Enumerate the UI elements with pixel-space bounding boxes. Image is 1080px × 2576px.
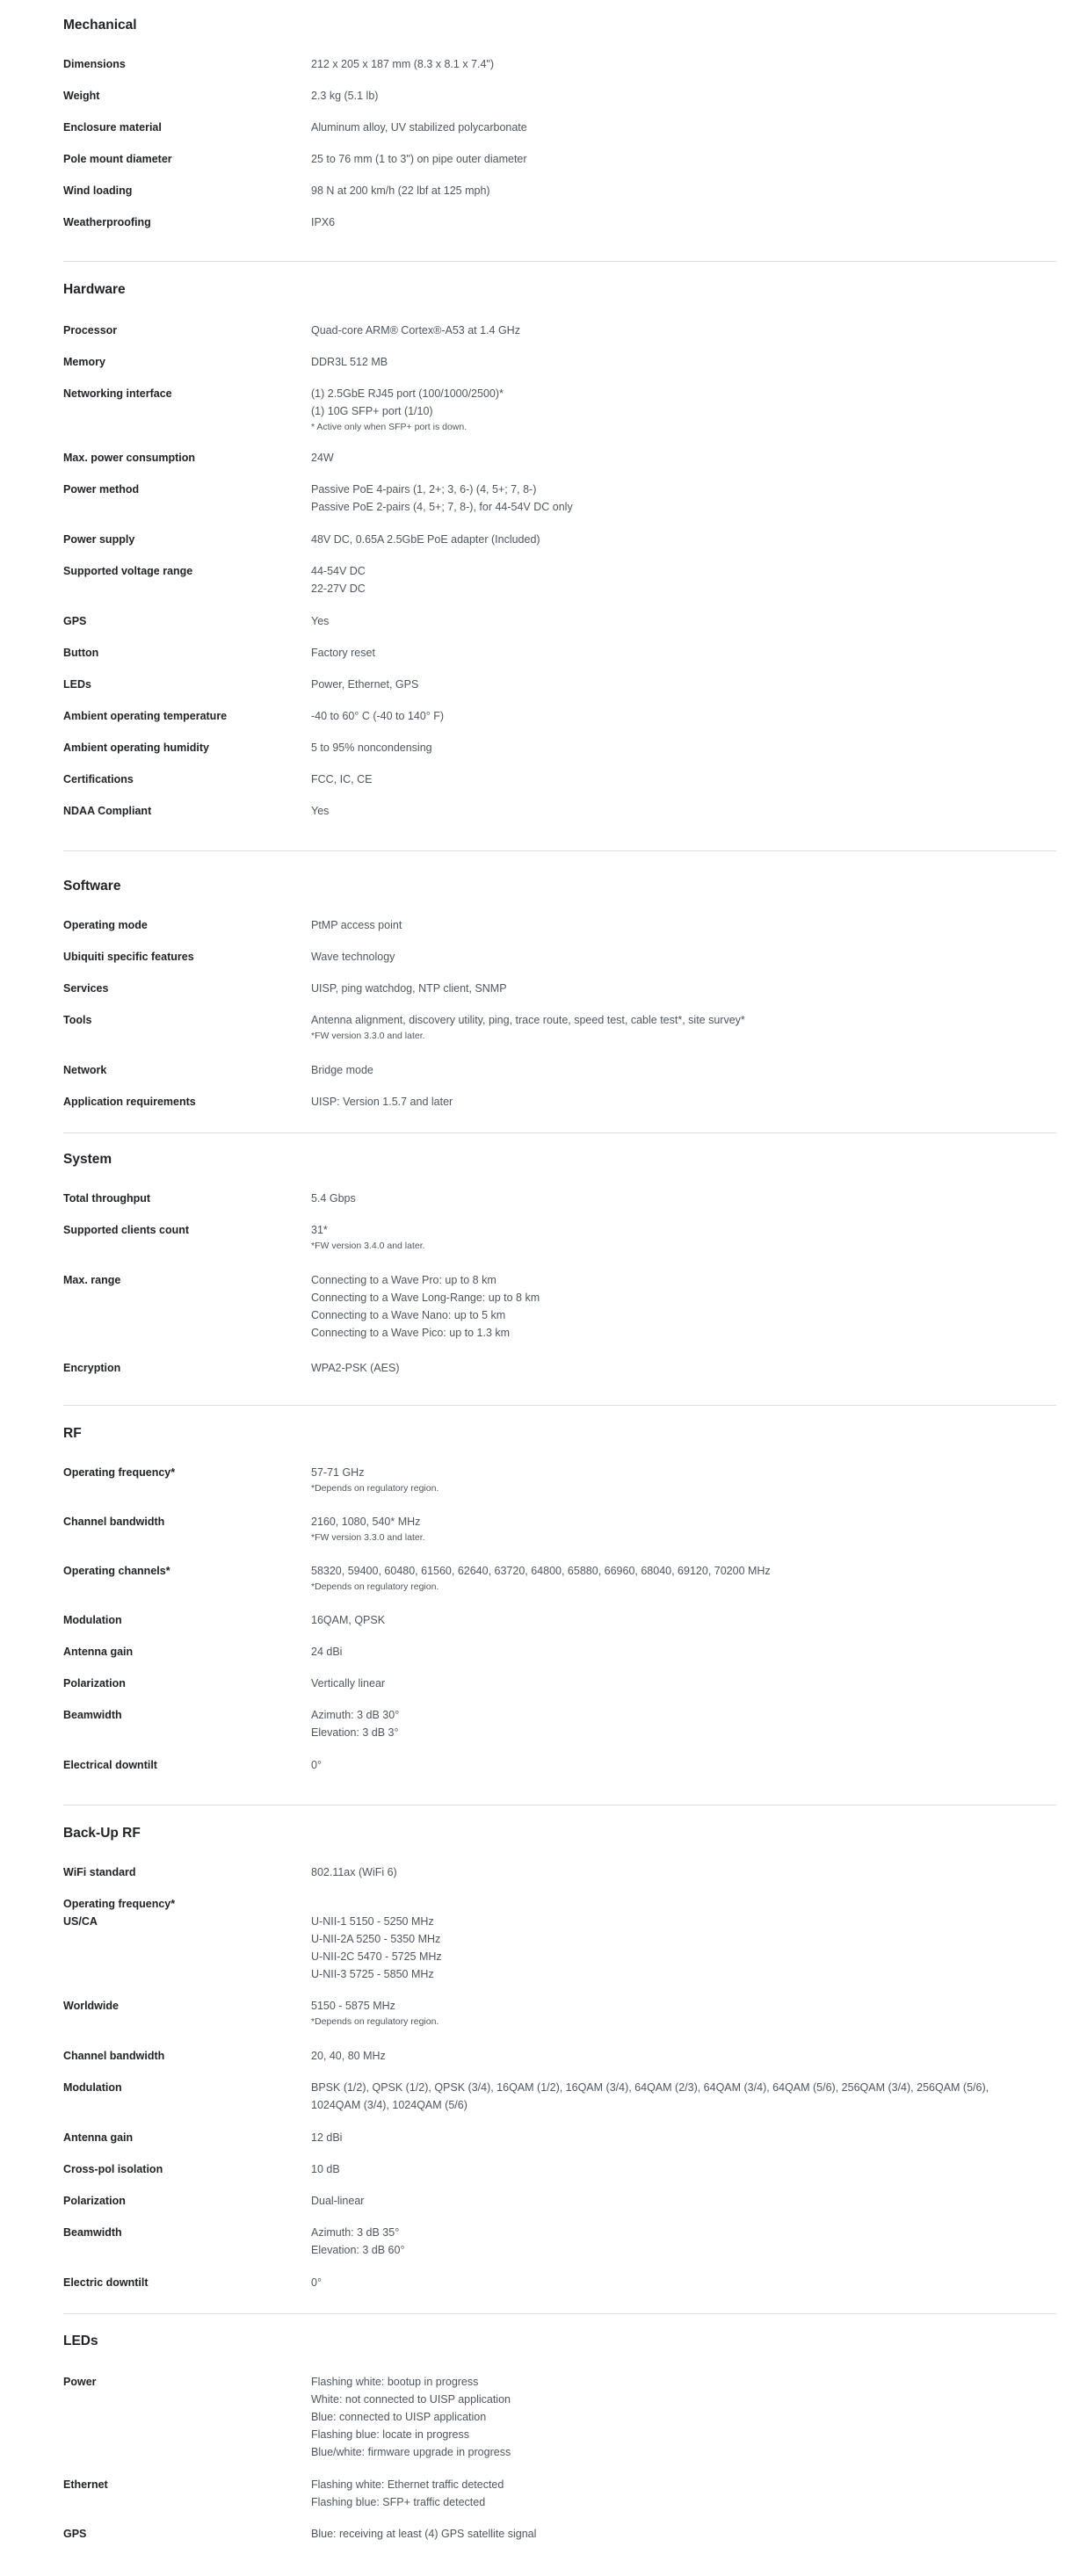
spec-values — [311, 676, 1056, 693]
spec-label-text: Modulation — [63, 2081, 122, 2094]
spec-values — [311, 1093, 1056, 1111]
spec-label — [63, 2079, 311, 2096]
spec-value: U-NII-2A 5250 - 5350 MHz — [311, 1933, 441, 1945]
spec-value: Antenna alignment, discovery utility, ping, trace route, speed test, cable test*, site survey* — [311, 1014, 745, 1026]
spec-row — [63, 1562, 1056, 1594]
spec-value: Flashing blue: SFP+ traffic detected — [311, 2496, 486, 2508]
spec-label — [63, 150, 311, 168]
spec-value: Azimuth: 3 dB 30° — [311, 1709, 400, 1721]
section-divider — [63, 2313, 1056, 2314]
spec-label — [63, 449, 311, 467]
spec-row — [63, 55, 1056, 73]
spec-label-text: Dimensions — [63, 58, 126, 70]
section-title: Software — [63, 879, 121, 894]
spec-value: 22-27V DC — [311, 582, 366, 595]
spec-label — [63, 562, 311, 580]
spec-value: Connecting to a Wave Long-Range: up to 8 km — [311, 1292, 540, 1304]
spec-label — [63, 55, 311, 73]
spec-row — [63, 916, 1056, 934]
spec-label — [63, 1675, 311, 1692]
spec-label-text: Processor — [63, 324, 118, 336]
spec-row — [63, 980, 1056, 997]
spec-value: Elevation: 3 dB 3° — [311, 1726, 399, 1739]
spec-values — [311, 449, 1056, 467]
spec-label-text: Ethernet — [63, 2478, 108, 2491]
spec-label — [63, 612, 311, 630]
spec-label-text: Polarization — [63, 1677, 126, 1690]
spec-label-text: Channel bandwidth — [63, 1516, 165, 1528]
spec-values — [311, 802, 1056, 820]
spec-label — [63, 1756, 311, 1774]
spec-label-text: Beamwidth — [63, 1709, 122, 1721]
spec-value: Blue: receiving at least (4) GPS satellite signal — [311, 2528, 537, 2540]
spec-label-text: Operating channels* — [63, 1565, 170, 1577]
spec-value: -40 to 60° C (-40 to 140° F) — [311, 710, 445, 722]
spec-value: 44-54V DC — [311, 565, 366, 577]
spec-values — [311, 150, 1056, 168]
spec-row — [63, 1611, 1056, 1629]
spec-values — [311, 1997, 1056, 2029]
spec-label-text: Operating frequency* — [63, 1898, 176, 1910]
spec-label — [63, 1061, 311, 1079]
spec-label-text: Networking interface — [63, 387, 172, 400]
spec-value: 12 dBi — [311, 2131, 343, 2144]
spec-row — [63, 353, 1056, 371]
spec-label — [63, 1359, 311, 1377]
spec-values — [311, 612, 1056, 630]
spec-label — [63, 1093, 311, 1111]
spec-label-text: Ambient operating temperature — [63, 710, 228, 722]
spec-footnote: *Depends on regulatory region. — [311, 1581, 439, 1592]
spec-value: Yes — [311, 615, 330, 627]
spec-value: 10 dB — [311, 2163, 340, 2175]
spec-value: Dual-linear — [311, 2195, 365, 2207]
spec-value: 5.4 Gbps — [311, 1192, 356, 1205]
spec-label — [63, 1895, 311, 1930]
spec-value: Azimuth: 3 dB 35° — [311, 2226, 400, 2239]
spec-label — [63, 2274, 311, 2291]
spec-label-text: Supported clients count — [63, 1224, 190, 1236]
spec-label-text: Weight — [63, 90, 100, 102]
section-title: Hardware — [63, 282, 126, 297]
spec-label — [63, 1611, 311, 1629]
spec-values — [311, 1895, 1056, 1983]
spec-value: Elevation: 3 dB 60° — [311, 2244, 405, 2256]
spec-values — [311, 1706, 1056, 1741]
spec-values — [311, 1611, 1056, 1629]
spec-row — [63, 449, 1056, 467]
spec-value: White: not connected to UISP application — [311, 2393, 511, 2406]
spec-row — [63, 2224, 1056, 2259]
spec-row — [63, 213, 1056, 231]
spec-footnote: *Depends on regulatory region. — [311, 2016, 439, 2027]
spec-values — [311, 2373, 1056, 2461]
spec-label-text: Power — [63, 2376, 97, 2388]
spec-value: 24W — [311, 452, 334, 464]
spec-value: 2160, 1080, 540* MHz — [311, 1516, 421, 1528]
spec-value: WPA2-PSK (AES) — [311, 1362, 400, 1374]
spec-label-text: Ubiquiti specific features — [63, 951, 194, 963]
spec-label-text: Power method — [63, 483, 140, 496]
spec-value: U-NII-3 5725 - 5850 MHz — [311, 1968, 434, 1980]
spec-values — [311, 1675, 1056, 1692]
spec-values — [311, 2160, 1056, 2178]
spec-label-text: Max. range — [63, 1274, 121, 1286]
spec-label — [63, 1464, 311, 1481]
spec-footnote: *Depends on regulatory region. — [311, 1483, 439, 1494]
spec-value: 0° — [311, 1759, 322, 1771]
spec-label-text: Total throughput — [63, 1192, 151, 1205]
spec-label — [63, 2160, 311, 2178]
spec-label-text: NDAA Compliant — [63, 805, 152, 817]
spec-value: Aluminum alloy, UV stabilized polycarbonate — [311, 121, 527, 134]
spec-values — [311, 771, 1056, 788]
spec-label — [63, 771, 311, 788]
spec-label-text: Channel bandwidth — [63, 2050, 165, 2062]
spec-label-text: Polarization — [63, 2195, 126, 2207]
spec-row — [63, 1863, 1056, 1881]
spec-value: 20, 40, 80 MHz — [311, 2050, 386, 2062]
spec-footnote: *FW version 3.4.0 and later. — [311, 1241, 425, 1251]
spec-row — [63, 1093, 1056, 1111]
spec-label-text: Tools — [63, 1014, 92, 1026]
spec-label-text: Beamwidth — [63, 2226, 122, 2239]
spec-value: 24 dBi — [311, 1646, 343, 1658]
spec-values — [311, 644, 1056, 662]
spec-row — [63, 707, 1056, 725]
spec-label-text: Cross-pol isolation — [63, 2163, 163, 2175]
spec-value: 5 to 95% noncondensing — [311, 742, 432, 754]
spec-values — [311, 1061, 1056, 1079]
spec-label-text: Network — [63, 1064, 107, 1076]
spec-row — [63, 2047, 1056, 2065]
spec-value: (1) 2.5GbE RJ45 port (100/1000/2500)* — [311, 387, 504, 400]
spec-row — [63, 562, 1056, 597]
spec-value: 2.3 kg (5.1 lb) — [311, 90, 379, 102]
spec-label-text: GPS — [63, 2528, 87, 2540]
spec-label-text: GPS — [63, 615, 87, 627]
spec-label-text: Certifications — [63, 773, 134, 785]
spec-values — [311, 1643, 1056, 1661]
spec-row — [63, 2525, 1056, 2543]
spec-values — [311, 481, 1056, 516]
spec-value: Passive PoE 4-pairs (1, 2+; 3, 6-) (4, 5+; 7, 8-) — [311, 483, 537, 496]
spec-value: BPSK (1/2), QPSK (1/2), QPSK (3/4), 16QAM (1/2), 16QAM (3/4), 64QAM (2/3), 64QAM (3/4), 64QAM (5/6), 256QAM (3/4), 256QAM (5/6), — [311, 2081, 989, 2094]
spec-label — [63, 182, 311, 199]
section-divider — [63, 1405, 1056, 1406]
spec-values — [311, 182, 1056, 199]
spec-row — [63, 531, 1056, 548]
section-divider — [63, 850, 1056, 851]
spec-values — [311, 562, 1056, 597]
spec-value: 16QAM, QPSK — [311, 1614, 386, 1626]
spec-values — [311, 2129, 1056, 2146]
spec-label — [63, 1011, 311, 1029]
spec-value: Connecting to a Wave Pico: up to 1.3 km — [311, 1327, 511, 1339]
spec-label-text: Button — [63, 647, 99, 659]
spec-label-text: Operating mode — [63, 919, 148, 931]
spec-values — [311, 531, 1056, 548]
spec-value: DDR3L 512 MB — [311, 356, 388, 368]
spec-values — [311, 1863, 1056, 1881]
spec-row — [63, 676, 1056, 693]
spec-row — [63, 1643, 1056, 1661]
spec-row — [63, 481, 1056, 516]
spec-label-text: Worldwide — [63, 2000, 119, 2012]
spec-label-text: Services — [63, 982, 109, 995]
spec-value: (1) 10G SFP+ port (1/10) — [311, 405, 433, 417]
spec-label — [63, 213, 311, 231]
spec-label — [63, 644, 311, 662]
spec-value: 1024QAM (3/4), 1024QAM (5/6) — [311, 2099, 468, 2111]
spec-footnote: *FW version 3.3.0 and later. — [311, 1532, 425, 1543]
spec-value: Blue/white: firmware upgrade in progress — [311, 2446, 511, 2458]
spec-values — [311, 980, 1056, 997]
spec-value: 5150 - 5875 MHz — [311, 2000, 395, 2012]
spec-row — [63, 644, 1056, 662]
spec-footnote: *FW version 3.3.0 and later. — [311, 1031, 425, 1041]
spec-values — [311, 948, 1056, 966]
spec-row — [63, 1997, 1056, 2029]
spec-row — [63, 1675, 1056, 1692]
spec-label-text: Max. power consumption — [63, 452, 196, 464]
spec-row — [63, 2476, 1056, 2511]
section-title: Back-Up RF — [63, 1826, 141, 1841]
spec-label-text: Ambient operating humidity — [63, 742, 209, 754]
spec-values — [311, 322, 1056, 339]
spec-row — [63, 1061, 1056, 1079]
spec-values — [311, 2476, 1056, 2511]
spec-row — [63, 182, 1056, 199]
spec-sublabel-text: US/CA — [63, 1915, 98, 1928]
spec-values — [311, 707, 1056, 725]
spec-value: Passive PoE 2-pairs (4, 5+; 7, 8-), for 44-54V DC only — [311, 501, 573, 513]
spec-values — [311, 2079, 1056, 2114]
spec-label — [63, 2129, 311, 2146]
spec-row — [63, 1756, 1056, 1774]
spec-label — [63, 87, 311, 105]
spec-row — [63, 771, 1056, 788]
spec-label — [63, 802, 311, 820]
spec-label-text: Antenna gain — [63, 1646, 134, 1658]
spec-values — [311, 1756, 1056, 1774]
spec-row — [63, 1513, 1056, 1545]
spec-label — [63, 1221, 311, 1239]
spec-label — [63, 531, 311, 548]
spec-values — [311, 2525, 1056, 2543]
section-title: System — [63, 1152, 112, 1167]
spec-value — [311, 1895, 1056, 1913]
spec-value: 25 to 76 mm (1 to 3") on pipe outer diameter — [311, 153, 527, 165]
spec-label — [63, 2047, 311, 2065]
spec-label — [63, 2525, 311, 2543]
spec-value: 802.11ax (WiFi 6) — [311, 1866, 397, 1878]
spec-label-text: WiFi standard — [63, 1866, 136, 1878]
section-title: Mechanical — [63, 18, 137, 33]
section-title: RF — [63, 1426, 82, 1441]
spec-value: Flashing blue: locate in progress — [311, 2428, 469, 2441]
spec-values — [311, 1513, 1056, 1545]
spec-value: Yes — [311, 805, 330, 817]
spec-label — [63, 2192, 311, 2210]
spec-label-text: Application requirements — [63, 1096, 196, 1108]
spec-label — [63, 322, 311, 339]
spec-label — [63, 980, 311, 997]
spec-value: Blue: connected to UISP application — [311, 2411, 487, 2423]
spec-row — [63, 119, 1056, 136]
spec-row — [63, 2129, 1056, 2146]
spec-value: 0° — [311, 2276, 322, 2289]
spec-values — [311, 1359, 1056, 1377]
spec-label — [63, 1997, 311, 2015]
spec-value: Bridge mode — [311, 1064, 373, 1076]
spec-label — [63, 481, 311, 498]
spec-row — [63, 2192, 1056, 2210]
spec-label — [63, 1190, 311, 1207]
spec-label — [63, 2476, 311, 2493]
spec-row — [63, 1271, 1056, 1342]
spec-label-text: Encryption — [63, 1362, 121, 1374]
spec-value: 98 N at 200 km/h (22 lbf at 125 mph) — [311, 185, 490, 197]
spec-row — [63, 150, 1056, 168]
spec-label-text: Memory — [63, 356, 105, 368]
spec-value: U-NII-1 5150 - 5250 MHz — [311, 1915, 434, 1928]
spec-values — [311, 2274, 1056, 2291]
section-title: LEDs — [63, 2334, 98, 2348]
spec-label — [63, 1271, 311, 1289]
spec-row — [63, 948, 1056, 966]
spec-value: 57-71 GHz — [311, 1466, 365, 1479]
spec-value: Connecting to a Wave Nano: up to 5 km — [311, 1309, 506, 1321]
spec-label-text: LEDs — [63, 678, 91, 691]
spec-label — [63, 948, 311, 966]
spec-label-text: Weatherproofing — [63, 216, 151, 228]
spec-footnote: * Active only when SFP+ port is down. — [311, 422, 468, 432]
spec-label — [63, 916, 311, 934]
spec-row — [63, 322, 1056, 339]
spec-row — [63, 1706, 1056, 1741]
spec-value: Flashing white: bootup in progress — [311, 2376, 479, 2388]
spec-values — [311, 916, 1056, 934]
spec-value: 58320, 59400, 60480, 61560, 62640, 63720, 64800, 65880, 66960, 68040, 69120, 70200 MHz — [311, 1565, 771, 1577]
spec-label-text: Electric downtilt — [63, 2276, 149, 2289]
section-divider — [63, 1132, 1056, 1133]
spec-values — [311, 1011, 1056, 1043]
spec-row — [63, 2274, 1056, 2291]
spec-row — [63, 1221, 1056, 1253]
spec-value: Vertically linear — [311, 1677, 386, 1690]
spec-values — [311, 87, 1056, 105]
spec-value: Power, Ethernet, GPS — [311, 678, 419, 691]
spec-label — [63, 676, 311, 693]
spec-label-text: Modulation — [63, 1614, 122, 1626]
spec-label — [63, 2373, 311, 2391]
spec-values — [311, 1221, 1056, 1253]
spec-value: PtMP access point — [311, 919, 402, 931]
spec-row — [63, 739, 1056, 756]
section-divider — [63, 261, 1056, 262]
spec-label-text: Power supply — [63, 533, 135, 546]
spec-values — [311, 2224, 1056, 2259]
spec-label — [63, 707, 311, 725]
spec-value: UISP: Version 1.5.7 and later — [311, 1096, 453, 1108]
spec-row — [63, 1464, 1056, 1495]
spec-label — [63, 1513, 311, 1530]
spec-label — [63, 1643, 311, 1661]
spec-values — [311, 385, 1056, 434]
spec-label-text: Antenna gain — [63, 2131, 134, 2144]
spec-row — [63, 87, 1056, 105]
spec-label — [63, 1863, 311, 1881]
spec-label-text: Operating frequency* — [63, 1466, 176, 1479]
spec-values — [311, 739, 1056, 756]
spec-values — [311, 1271, 1056, 1342]
spec-values — [311, 353, 1056, 371]
spec-values — [311, 2047, 1056, 2065]
spec-row — [63, 1895, 1056, 1983]
spec-row — [63, 385, 1056, 434]
spec-row — [63, 2160, 1056, 2178]
spec-values — [311, 1190, 1056, 1207]
spec-value: 212 x 205 x 187 mm (8.3 x 8.1 x 7.4") — [311, 58, 495, 70]
spec-row — [63, 2079, 1056, 2114]
spec-value: 48V DC, 0.65A 2.5GbE PoE adapter (Included) — [311, 533, 540, 546]
spec-row — [63, 612, 1056, 630]
spec-label — [63, 1562, 311, 1580]
spec-values — [311, 119, 1056, 136]
spec-row — [63, 1011, 1056, 1043]
spec-values — [311, 55, 1056, 73]
spec-label-text: Wind loading — [63, 185, 133, 197]
spec-values — [311, 1562, 1056, 1594]
spec-row — [63, 802, 1056, 820]
spec-value: IPX6 — [311, 216, 336, 228]
spec-value: Flashing white: Ethernet traffic detected — [311, 2478, 504, 2491]
spec-value: 31* — [311, 1224, 328, 1236]
spec-label — [63, 353, 311, 371]
spec-label-text: Supported voltage range — [63, 565, 193, 577]
spec-label — [63, 2224, 311, 2241]
spec-row — [63, 1190, 1056, 1207]
spec-row — [63, 2373, 1056, 2461]
spec-value: Factory reset — [311, 647, 375, 659]
spec-value: Wave technology — [311, 951, 395, 963]
spec-label-text: Enclosure material — [63, 121, 162, 134]
spec-label — [63, 119, 311, 136]
spec-values — [311, 1464, 1056, 1495]
spec-label — [63, 385, 311, 402]
spec-value: Connecting to a Wave Pro: up to 8 km — [311, 1274, 497, 1286]
spec-label-text: Pole mount diameter — [63, 153, 172, 165]
spec-value: Quad-core ARM® Cortex®-A53 at 1.4 GHz — [311, 324, 520, 336]
spec-label — [63, 1706, 311, 1724]
spec-values — [311, 213, 1056, 231]
spec-label — [63, 739, 311, 756]
spec-label-text: Electrical downtilt — [63, 1759, 157, 1771]
spec-value: U-NII-2C 5470 - 5725 MHz — [311, 1950, 442, 1963]
spec-value: UISP, ping watchdog, NTP client, SNMP — [311, 982, 507, 995]
spec-value: FCC, IC, CE — [311, 773, 373, 785]
spec-values — [311, 2192, 1056, 2210]
spec-row — [63, 1359, 1056, 1377]
